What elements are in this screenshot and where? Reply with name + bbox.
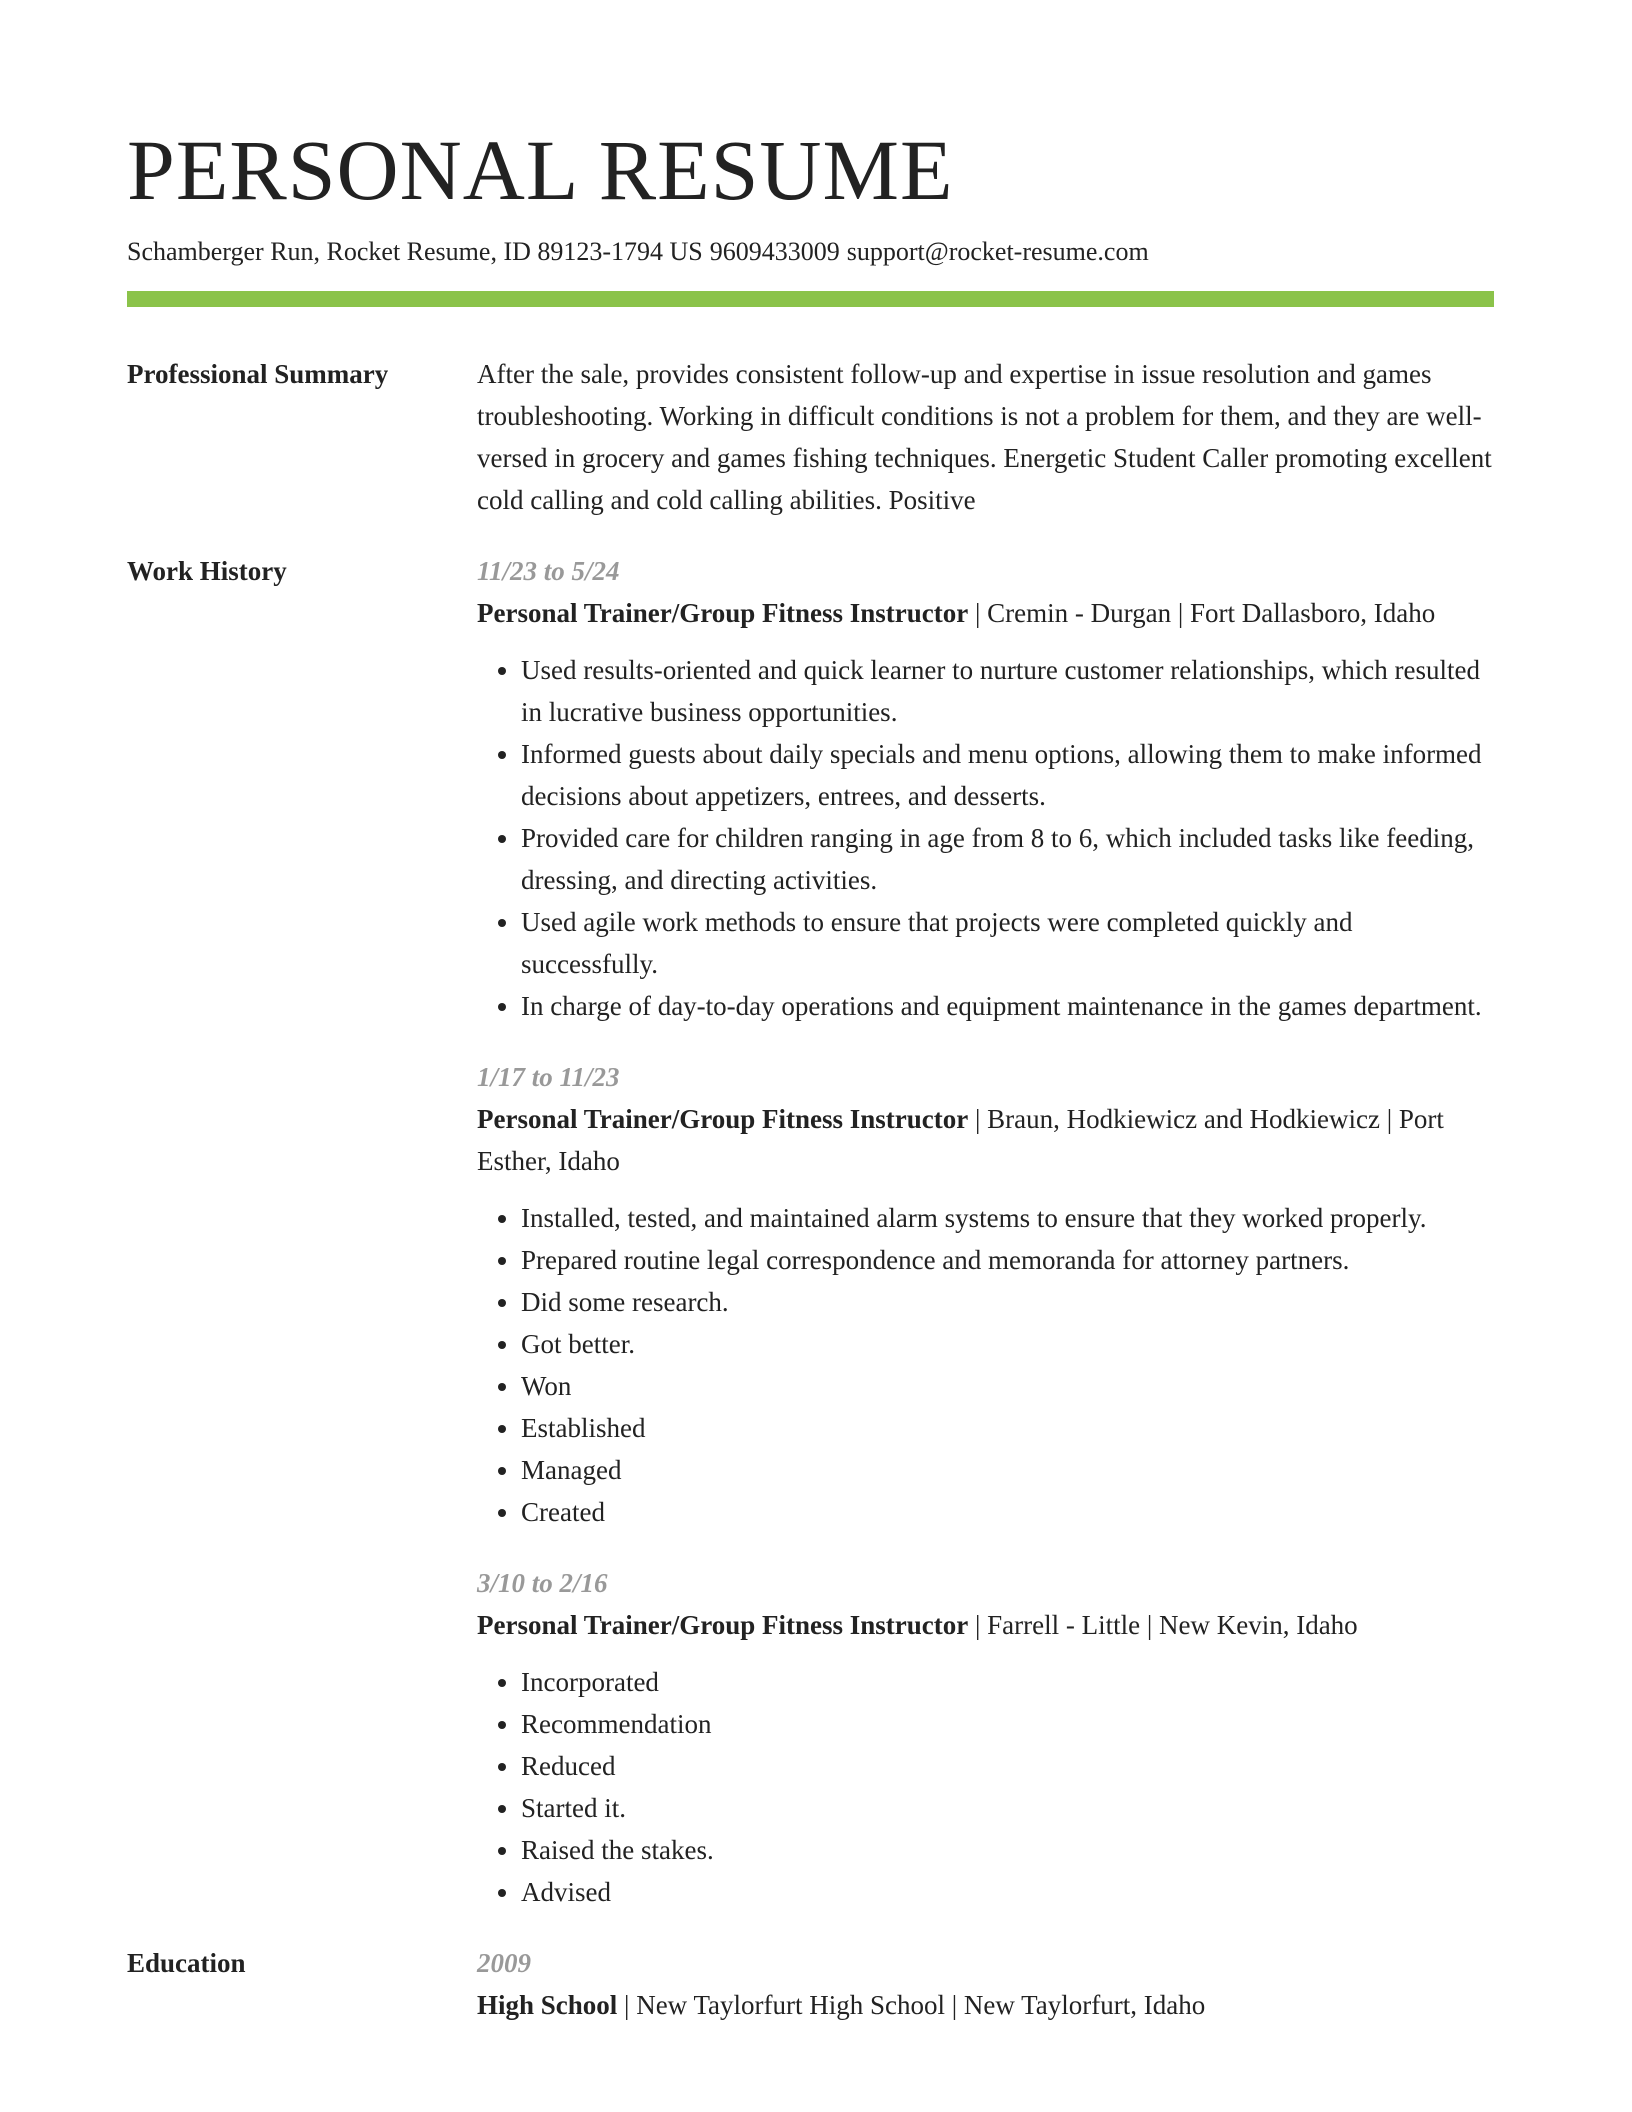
work-history-list xyxy=(477,550,1494,1913)
job-bullets xyxy=(477,1661,1494,1913)
education-degree: High School xyxy=(477,1990,618,2020)
work-history-section xyxy=(127,550,1494,1913)
job-role: Personal Trainer/Group Fitness Instructor xyxy=(477,1610,969,1640)
education-heading-line xyxy=(477,1984,1494,2026)
job-bullet: • Got better. xyxy=(521,1323,1494,1365)
summary-heading: Professional Summary xyxy=(127,359,389,389)
job-bullet: • Raised the stakes. xyxy=(521,1829,1494,1871)
education-section xyxy=(127,1942,1494,2026)
summary-text: After the sale, provides consistent follow-up and expertise in issue resolution and games troubleshooting. Working in difficult conditions is not a problem for them, and they are well-versed in grocery and games fishing techniques. Energetic Student Caller promoting excellent cold calling and cold calling abilities. Positive xyxy=(477,359,1492,515)
accent-divider xyxy=(127,291,1494,307)
job-dates: 1/17 to 11/23 xyxy=(477,1062,620,1092)
job-heading xyxy=(477,1098,1494,1182)
job-bullet: • Started it. xyxy=(521,1787,1494,1829)
contact-line xyxy=(127,234,1494,270)
job-bullet: • Prepared routine legal correspondence and memoranda for attorney partners. xyxy=(521,1239,1494,1281)
summary-section xyxy=(127,353,1494,521)
resume-title: PERSONAL RESUME xyxy=(127,122,954,218)
education-heading: Education xyxy=(127,1948,246,1978)
job-bullet: • Created xyxy=(521,1491,1494,1533)
job-employer-location: | Cremin - Durgan | Fort Dallasboro, Idaho xyxy=(968,598,1436,628)
job-heading xyxy=(477,592,1494,634)
job-heading xyxy=(477,1604,1494,1646)
job-bullet: • Did some research. xyxy=(521,1281,1494,1323)
job-bullet: • Recommendation xyxy=(521,1703,1494,1745)
contact-email: support@rocket-resume.com xyxy=(846,237,1149,266)
job-bullet: • In charge of day-to-day operations and equipment maintenance in the games department. xyxy=(521,985,1494,1027)
job-employer-location: | Braun, Hodkiewicz and Hodkiewicz | Port Esther, Idaho xyxy=(477,1104,1444,1176)
contact-address: Schamberger Run, Rocket Resume, ID 89123-1794 US xyxy=(127,237,703,266)
job-bullet: • Advised xyxy=(521,1871,1494,1913)
job-role: Personal Trainer/Group Fitness Instructor xyxy=(477,1104,969,1134)
contact-phone: 9609433009 xyxy=(709,237,840,266)
job-role: Personal Trainer/Group Fitness Instructor xyxy=(477,598,969,628)
job-entry xyxy=(477,550,1494,1027)
resume-page xyxy=(127,120,1494,2026)
job-dates: 3/10 to 2/16 xyxy=(477,1568,608,1598)
job-bullet: • Incorporated xyxy=(521,1661,1494,1703)
job-dates: 11/23 to 5/24 xyxy=(477,556,620,586)
job-bullet: • Managed xyxy=(521,1449,1494,1491)
job-bullet: • Won xyxy=(521,1365,1494,1407)
job-bullets xyxy=(477,649,1494,1027)
job-bullet: • Informed guests about daily specials and menu options, allowing them to make informed decisions about appetizers, entrees, and desserts. xyxy=(521,733,1494,817)
job-bullet: • Reduced xyxy=(521,1745,1494,1787)
education-entry xyxy=(477,1942,1494,2026)
work-history-heading: Work History xyxy=(127,556,287,586)
job-bullets xyxy=(477,1197,1494,1533)
job-employer-location: | Farrell - Little | New Kevin, Idaho xyxy=(968,1610,1358,1640)
job-entry xyxy=(477,1562,1494,1913)
job-bullet: • Used results-oriented and quick learner to nurture customer relationships, which resulted in lucrative business opportunities. xyxy=(521,649,1494,733)
education-date: 2009 xyxy=(477,1948,531,1978)
job-bullet: • Used agile work methods to ensure that projects were completed quickly and successfully. xyxy=(521,901,1494,985)
job-entry xyxy=(477,1056,1494,1533)
job-bullet: • Established xyxy=(521,1407,1494,1449)
job-bullet: • Provided care for children ranging in age from 8 to 6, which included tasks like feeding, dressing, and directing activities. xyxy=(521,817,1494,901)
education-school-location: | New Taylorfurt High School | New Taylorfurt, Idaho xyxy=(617,1990,1206,2020)
job-bullet: • Installed, tested, and maintained alarm systems to ensure that they worked properly. xyxy=(521,1197,1494,1239)
